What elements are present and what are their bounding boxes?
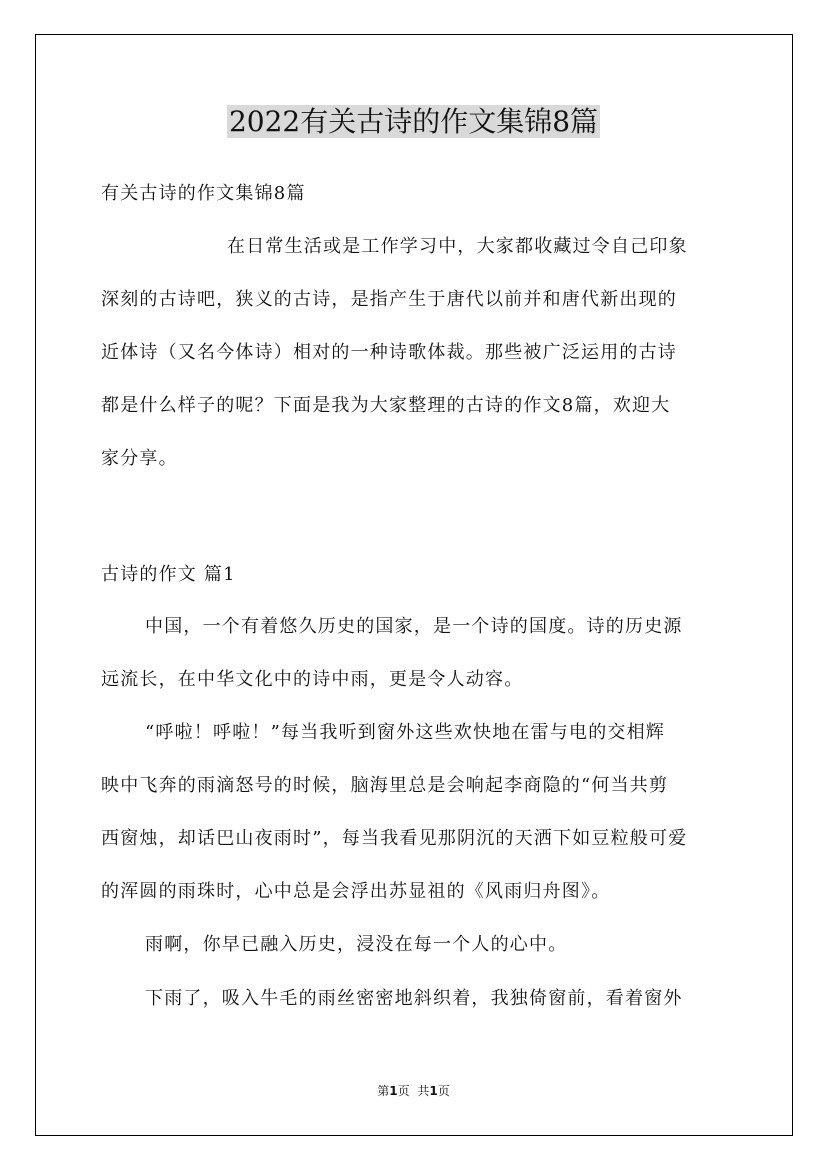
paragraph-line: 雨啊，你早已融入历史，浸没在每一个人的心中。: [145, 934, 568, 955]
paragraph-1: [101, 607, 727, 699]
paragraph-line: 的浑圆的雨珠时，心中总是会浮出苏显祖的《风雨归舟图》。: [101, 881, 611, 902]
intro-line: 家分享。: [101, 448, 178, 469]
document-title-text: 2022有关古诗的作文集锦8篇: [228, 105, 599, 138]
paragraph-3: [101, 925, 727, 964]
footer-page-current: 1: [389, 1084, 398, 1098]
section-heading-text: 古诗的作文 篇1: [101, 564, 236, 585]
footer-total-prefix: 共: [417, 1084, 430, 1098]
document-subtitle: [101, 174, 727, 213]
paragraph-line: 西窗烛，却话巴山夜雨时”，每当我看见那阴沉的天洒下如豆粒般可爱: [101, 828, 688, 849]
footer-total-pages: 1: [429, 1084, 438, 1098]
paragraph-line: 映中飞奔的雨滴怒号的时候，脑海里总是会响起李商隐的“何当共剪: [101, 775, 669, 796]
intro-line: 在日常生活或是工作学习中，大家都收藏过令自己印象: [227, 236, 688, 257]
paragraph-line: “呼啦！呼啦！”每当我听到窗外这些欢快地在雷与电的交相辉: [145, 722, 666, 743]
footer-page-suffix: 页: [397, 1084, 410, 1098]
document-title: [0, 102, 827, 142]
paragraph-2: [101, 713, 727, 911]
paragraph-line: 下雨了，吸入牛毛的雨丝密密地斜织着，我独倚窗前，看着窗外: [145, 988, 683, 1009]
intro-line: 近体诗（又名今体诗）相对的一种诗歌体裁。那些被广泛运用的古诗: [101, 342, 677, 363]
intro-line: 深刻的古诗吧，狭义的古诗，是指产生于唐代以前并和唐代新出现的: [101, 289, 677, 310]
intro-line: 都是什么样子的呢？下面是我为大家整理的古诗的作文8篇，欢迎大: [101, 395, 671, 416]
section-heading: [101, 555, 727, 594]
paragraph-4: [101, 979, 727, 1018]
footer-total-suffix: 页: [437, 1084, 450, 1098]
intro-paragraph: [101, 227, 727, 478]
footer-page-prefix: 第: [377, 1084, 390, 1098]
subtitle-line: 有关古诗的作文集锦8篇: [101, 183, 306, 204]
page-footer: [0, 1083, 827, 1099]
paragraph-line: 中国，一个有着悠久历史的国家，是一个诗的国度。诗的历史源: [145, 616, 683, 637]
paragraph-line: 远流长，在中华文化中的诗中雨，更是令人动容。: [101, 669, 524, 690]
